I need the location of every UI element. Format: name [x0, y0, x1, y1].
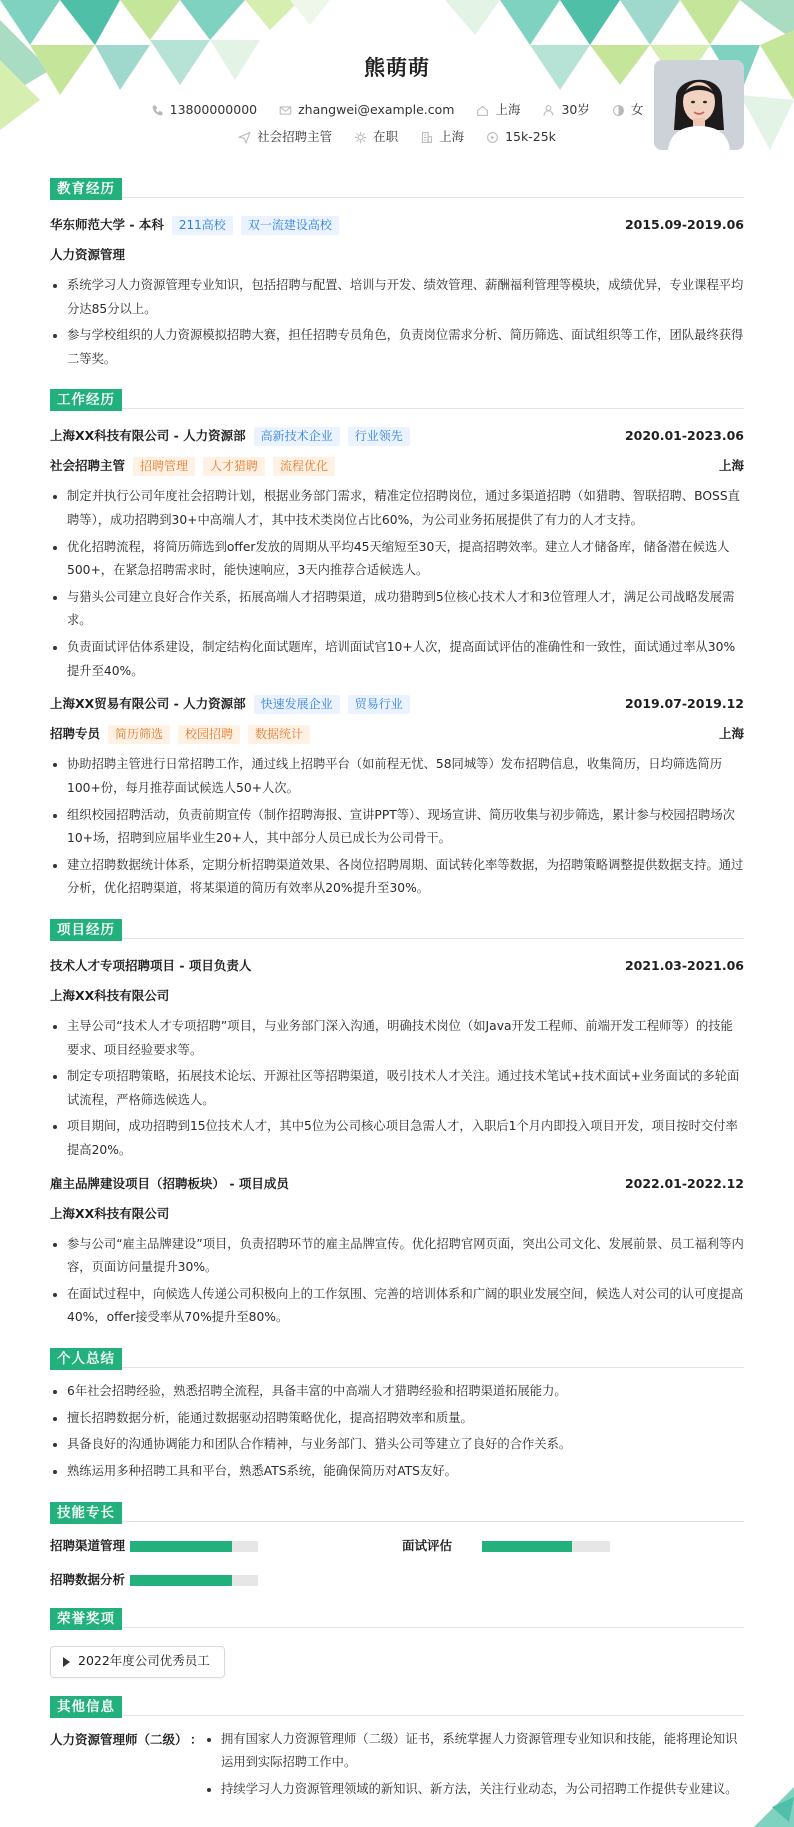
phone-item: [151, 102, 257, 118]
work-bullets: [50, 485, 744, 683]
list-item: 持续学习人力资源管理领域的新知识、新方法，关注行业动态，为公司招聘工作提供专业建议。: [204, 1778, 744, 1802]
salary-icon: [486, 131, 499, 144]
major-row: [50, 240, 744, 270]
skill-tag: 数据统计: [248, 725, 310, 744]
section-divider: [50, 1627, 744, 1628]
work-section: [50, 389, 744, 901]
building-icon: [420, 131, 433, 144]
target-city-text: 上海: [439, 129, 465, 144]
age-item: [542, 102, 589, 118]
list-item: 熟练运用多种招聘工具和平台，熟悉ATS系统，能确保简历对ATS友好。: [50, 1460, 744, 1484]
work-entry: [50, 421, 744, 683]
honors-section-header: [50, 1608, 744, 1630]
section-title: 个人总结: [50, 1348, 122, 1370]
project-entry-header: [50, 951, 744, 981]
list-item: 参与学校组织的人力资源模拟招聘大赛，担任招聘专员角色，负责岗位需求分析、简历筛选、面试组织等工作，团队最终获得二等奖。: [50, 324, 744, 371]
project-company-row: [50, 981, 744, 1011]
skills-section-header: [50, 1502, 744, 1524]
projects-section-header: [50, 919, 744, 941]
gender-icon: [612, 104, 625, 117]
education-section-header: [50, 178, 744, 200]
age-text: 30岁: [561, 102, 590, 117]
summary-section-header: [50, 1348, 744, 1370]
major-name: 人力资源管理: [50, 246, 126, 262]
project-name: 技术人才专项招聘项目 - 项目负责人: [50, 957, 252, 973]
candidate-name: 熊萌萌: [364, 56, 430, 80]
work-city: 上海: [718, 726, 744, 742]
email-item: [279, 102, 454, 118]
work-city: 上海: [718, 458, 744, 474]
job-intention-row: [50, 129, 744, 148]
target-city-item: [420, 129, 464, 145]
skill-item: [50, 1568, 402, 1594]
school-tag: 211高校: [172, 216, 233, 235]
list-item: 具备良好的沟通协调能力和团队合作精神，与业务部门、猎头公司等建立了良好的合作关系。: [50, 1433, 744, 1457]
education-entry-header: [50, 210, 744, 240]
section-divider: [50, 938, 744, 939]
project-company-row: [50, 1199, 744, 1229]
avatar-photo: [654, 60, 744, 150]
list-item: 项目期间，成功招聘到15位技术人才，其中5位为公司核心项目急需人才，入职后1个月内即投入项目开发，项目按时交付率提高20%。: [50, 1115, 744, 1162]
company-tag: 行业领先: [348, 427, 410, 446]
phone-icon: [151, 104, 164, 117]
skill-level-bar: [130, 1575, 258, 1586]
skill-level-fill: [130, 1575, 232, 1586]
expected-salary-item: [486, 129, 556, 145]
work-date: 2020.01-2023.06: [624, 428, 744, 444]
project-bullets: [50, 1233, 744, 1330]
skill-name: 面试评估: [402, 1538, 453, 1554]
work-entry-header: [50, 689, 744, 719]
certificate-label: 人力资源管理师（二级）: [50, 1731, 188, 1747]
school-tag: 双一流建设高校: [241, 216, 339, 235]
list-item: 擅长招聘数据分析，能通过数据驱动招聘策略优化，提高招聘效率和质量。: [50, 1407, 744, 1431]
section-divider: [50, 408, 744, 409]
project-date: 2021.03-2021.06: [624, 957, 744, 973]
status-icon: [354, 131, 367, 144]
education-bullets: [50, 274, 744, 371]
gender-item: [612, 102, 644, 118]
skill-tag: 人才猎聘: [203, 457, 265, 476]
other-section-header: [50, 1696, 744, 1718]
skill-name: 招聘数据分析: [50, 1572, 126, 1588]
section-divider: [50, 1367, 744, 1368]
skill-level-bar: [130, 1541, 258, 1552]
summary-bullets: [50, 1380, 744, 1483]
play-triangle-icon: [63, 1657, 70, 1667]
other-bullets: [204, 1728, 744, 1805]
phone-text: 13800000000: [169, 102, 258, 117]
projects-section: [50, 919, 744, 1330]
school-name: 华东师范大学 - 本科: [50, 216, 164, 232]
skill-item: [50, 1534, 402, 1560]
project-company: 上海XX科技有限公司: [50, 1205, 170, 1221]
skill-item: [402, 1534, 702, 1560]
target-position-item: [238, 129, 332, 145]
mail-icon: [279, 104, 292, 117]
project-name: 雇主品牌建设项目（招聘板块） - 项目成员: [50, 1175, 289, 1191]
section-title: 技能专长: [50, 1502, 122, 1524]
contact-info-row: [50, 102, 744, 121]
award-item: [50, 1646, 225, 1678]
section-title: 工作经历: [50, 389, 122, 411]
gender-text: 女: [630, 102, 644, 117]
resume-header: [50, 0, 744, 178]
other-info-row: [50, 1728, 744, 1805]
other-section: [50, 1696, 744, 1805]
list-item: 优化招聘流程，将简历筛选到offer发放的周期从平均45天缩短至30天，提高招聘效率。建立人才储备库，储备潜在候选人500+，在紧急招聘需求时，能快速响应，3天内推荐合适候选人。: [50, 536, 744, 583]
award-name: 2022年度公司优秀员工: [78, 1653, 210, 1669]
list-item: 在面试过程中，向候选人传递公司积极向上的工作氛围、完善的培训体系和广阔的职业发展空间，候选人对公司的认可度提高40%，offer接受率从70%提升至80%。: [50, 1283, 744, 1330]
list-item: 系统学习人力资源管理专业知识，包括招聘与配置、培训与开发、绩效管理、薪酬福利管理等模块，成绩优异，专业课程平均分达85分以上。: [50, 274, 744, 321]
job-status-item: [354, 129, 398, 145]
company-tag: 快速发展企业: [254, 695, 340, 714]
project-bullets: [50, 1015, 744, 1163]
target-position-text: 社会招聘主管: [257, 129, 333, 144]
work-section-header: [50, 389, 744, 411]
list-item: 参与公司“雇主品牌建设”项目，负责招聘环节的雇主品牌宣传。优化招聘官网页面，突出公司文化、发展前景、员工福利等内容，页面访问量提升30%。: [50, 1233, 744, 1280]
list-item: 建立招聘数据统计体系，定期分析招聘渠道效果、各岗位招聘周期、面试转化率等数据，为招聘策略调整提供数据支持。通过分析，优化招聘渠道，将某渠道的简历有效率从20%提升至30%。: [50, 854, 744, 901]
project-entry: [50, 1169, 744, 1330]
education-section: [50, 178, 744, 371]
summary-section: [50, 1348, 744, 1483]
home-icon: [476, 104, 489, 117]
section-divider: [50, 1521, 744, 1522]
list-item: 制定并执行公司年度社会招聘计划，根据业务部门需求，精准定位招聘岗位，通过多渠道招聘（如猎聘、智联招聘、BOSS直聘等），成功招聘到30+中高端人才，其中技术类岗位占比60%，为公司业务拓展提供了有力的人才支持。: [50, 485, 744, 532]
position-row: [50, 451, 744, 481]
company-name: 上海XX科技有限公司 - 人力资源部: [50, 428, 246, 444]
skills-section: [50, 1502, 744, 1594]
list-item: 与猎头公司建立良好合作关系，拓展高端人才招聘渠道，成功猎聘到5位核心技术人才和3位管理人才，满足公司战略发展需求。: [50, 586, 744, 633]
position-row: [50, 719, 744, 749]
work-bullets: [50, 753, 744, 901]
honors-section: [50, 1608, 744, 1678]
section-title: 其他信息: [50, 1696, 122, 1718]
label-colon: ：: [190, 1731, 203, 1747]
project-entry: [50, 951, 744, 1163]
person-icon: [542, 104, 555, 117]
send-icon: [238, 131, 251, 144]
section-divider: [50, 1715, 744, 1716]
work-entry-header: [50, 421, 744, 451]
section-title: 教育经历: [50, 178, 122, 200]
position-name: 社会招聘主管: [50, 458, 126, 474]
list-item: 拥有国家人力资源管理师（二级）证书，系统掌握人力资源管理专业知识和技能，能将理论知识运用到实际招聘工作中。: [204, 1728, 744, 1775]
work-entry: [50, 689, 744, 901]
section-divider: [50, 197, 744, 198]
skill-tag: 招聘管理: [133, 457, 195, 476]
skill-level-bar: [482, 1541, 610, 1552]
education-date: 2015.09-2019.06: [624, 216, 744, 232]
skills-grid: [50, 1534, 744, 1594]
company-name: 上海XX贸易有限公司 - 人力资源部: [50, 696, 246, 712]
skill-tag: 简历筛选: [108, 725, 170, 744]
location-item: [476, 102, 520, 118]
skill-tag: 校园招聘: [178, 725, 240, 744]
position-name: 招聘专员: [50, 726, 101, 742]
company-tag: 贸易行业: [348, 695, 410, 714]
skill-level-fill: [482, 1541, 572, 1552]
location-text: 上海: [495, 102, 521, 117]
work-date: 2019.07-2019.12: [624, 696, 744, 712]
section-title: 荣誉奖项: [50, 1608, 122, 1630]
list-item: 主导公司“技术人才专项招聘”项目，与业务部门深入沟通，明确技术岗位（如Java开发工程师、前端开发工程师等）的技能要求、项目经验要求等。: [50, 1015, 744, 1062]
skill-name: 招聘渠道管理: [50, 1538, 126, 1554]
list-item: 组织校园招聘活动，负责前期宣传（制作招聘海报、宣讲PPT等）、现场宣讲、简历收集与初步筛选，累计参与校园招聘场次10+场，招聘到应届毕业生20+人，其中部分人员已成长为公司骨干。: [50, 804, 744, 851]
expected-salary-text: 15k-25k: [505, 129, 556, 144]
skill-level-fill: [130, 1541, 232, 1552]
email-text: zhangwei@example.com: [298, 102, 455, 117]
project-date: 2022.01-2022.12: [624, 1175, 744, 1191]
job-status-text: 在职: [373, 129, 399, 144]
skill-tag: 流程优化: [273, 457, 335, 476]
project-company: 上海XX科技有限公司: [50, 987, 170, 1003]
list-item: 6年社会招聘经验，熟悉招聘全流程，具备丰富的中高端人才猎聘经验和招聘渠道拓展能力。: [50, 1380, 744, 1404]
section-title: 项目经历: [50, 919, 122, 941]
list-item: 制定专项招聘策略，拓展技术论坛、开源社区等招聘渠道，吸引技术人才关注。通过技术笔试+技术面试+业务面试的多轮面试流程，严格筛选候选人。: [50, 1065, 744, 1112]
company-tag: 高新技术企业: [254, 427, 340, 446]
list-item: 协助招聘主管进行日常招聘工作，通过线上招聘平台（如前程无忧、58同城等）发布招聘信息，收集简历，日均筛选简历100+份，每月推荐面试候选人50+人次。: [50, 753, 744, 800]
list-item: 负责面试评估体系建设，制定结构化面试题库，培训面试官10+人次，提高面试评估的准确性和一致性，面试通过率从30%提升至40%。: [50, 636, 744, 683]
project-entry-header: [50, 1169, 744, 1199]
